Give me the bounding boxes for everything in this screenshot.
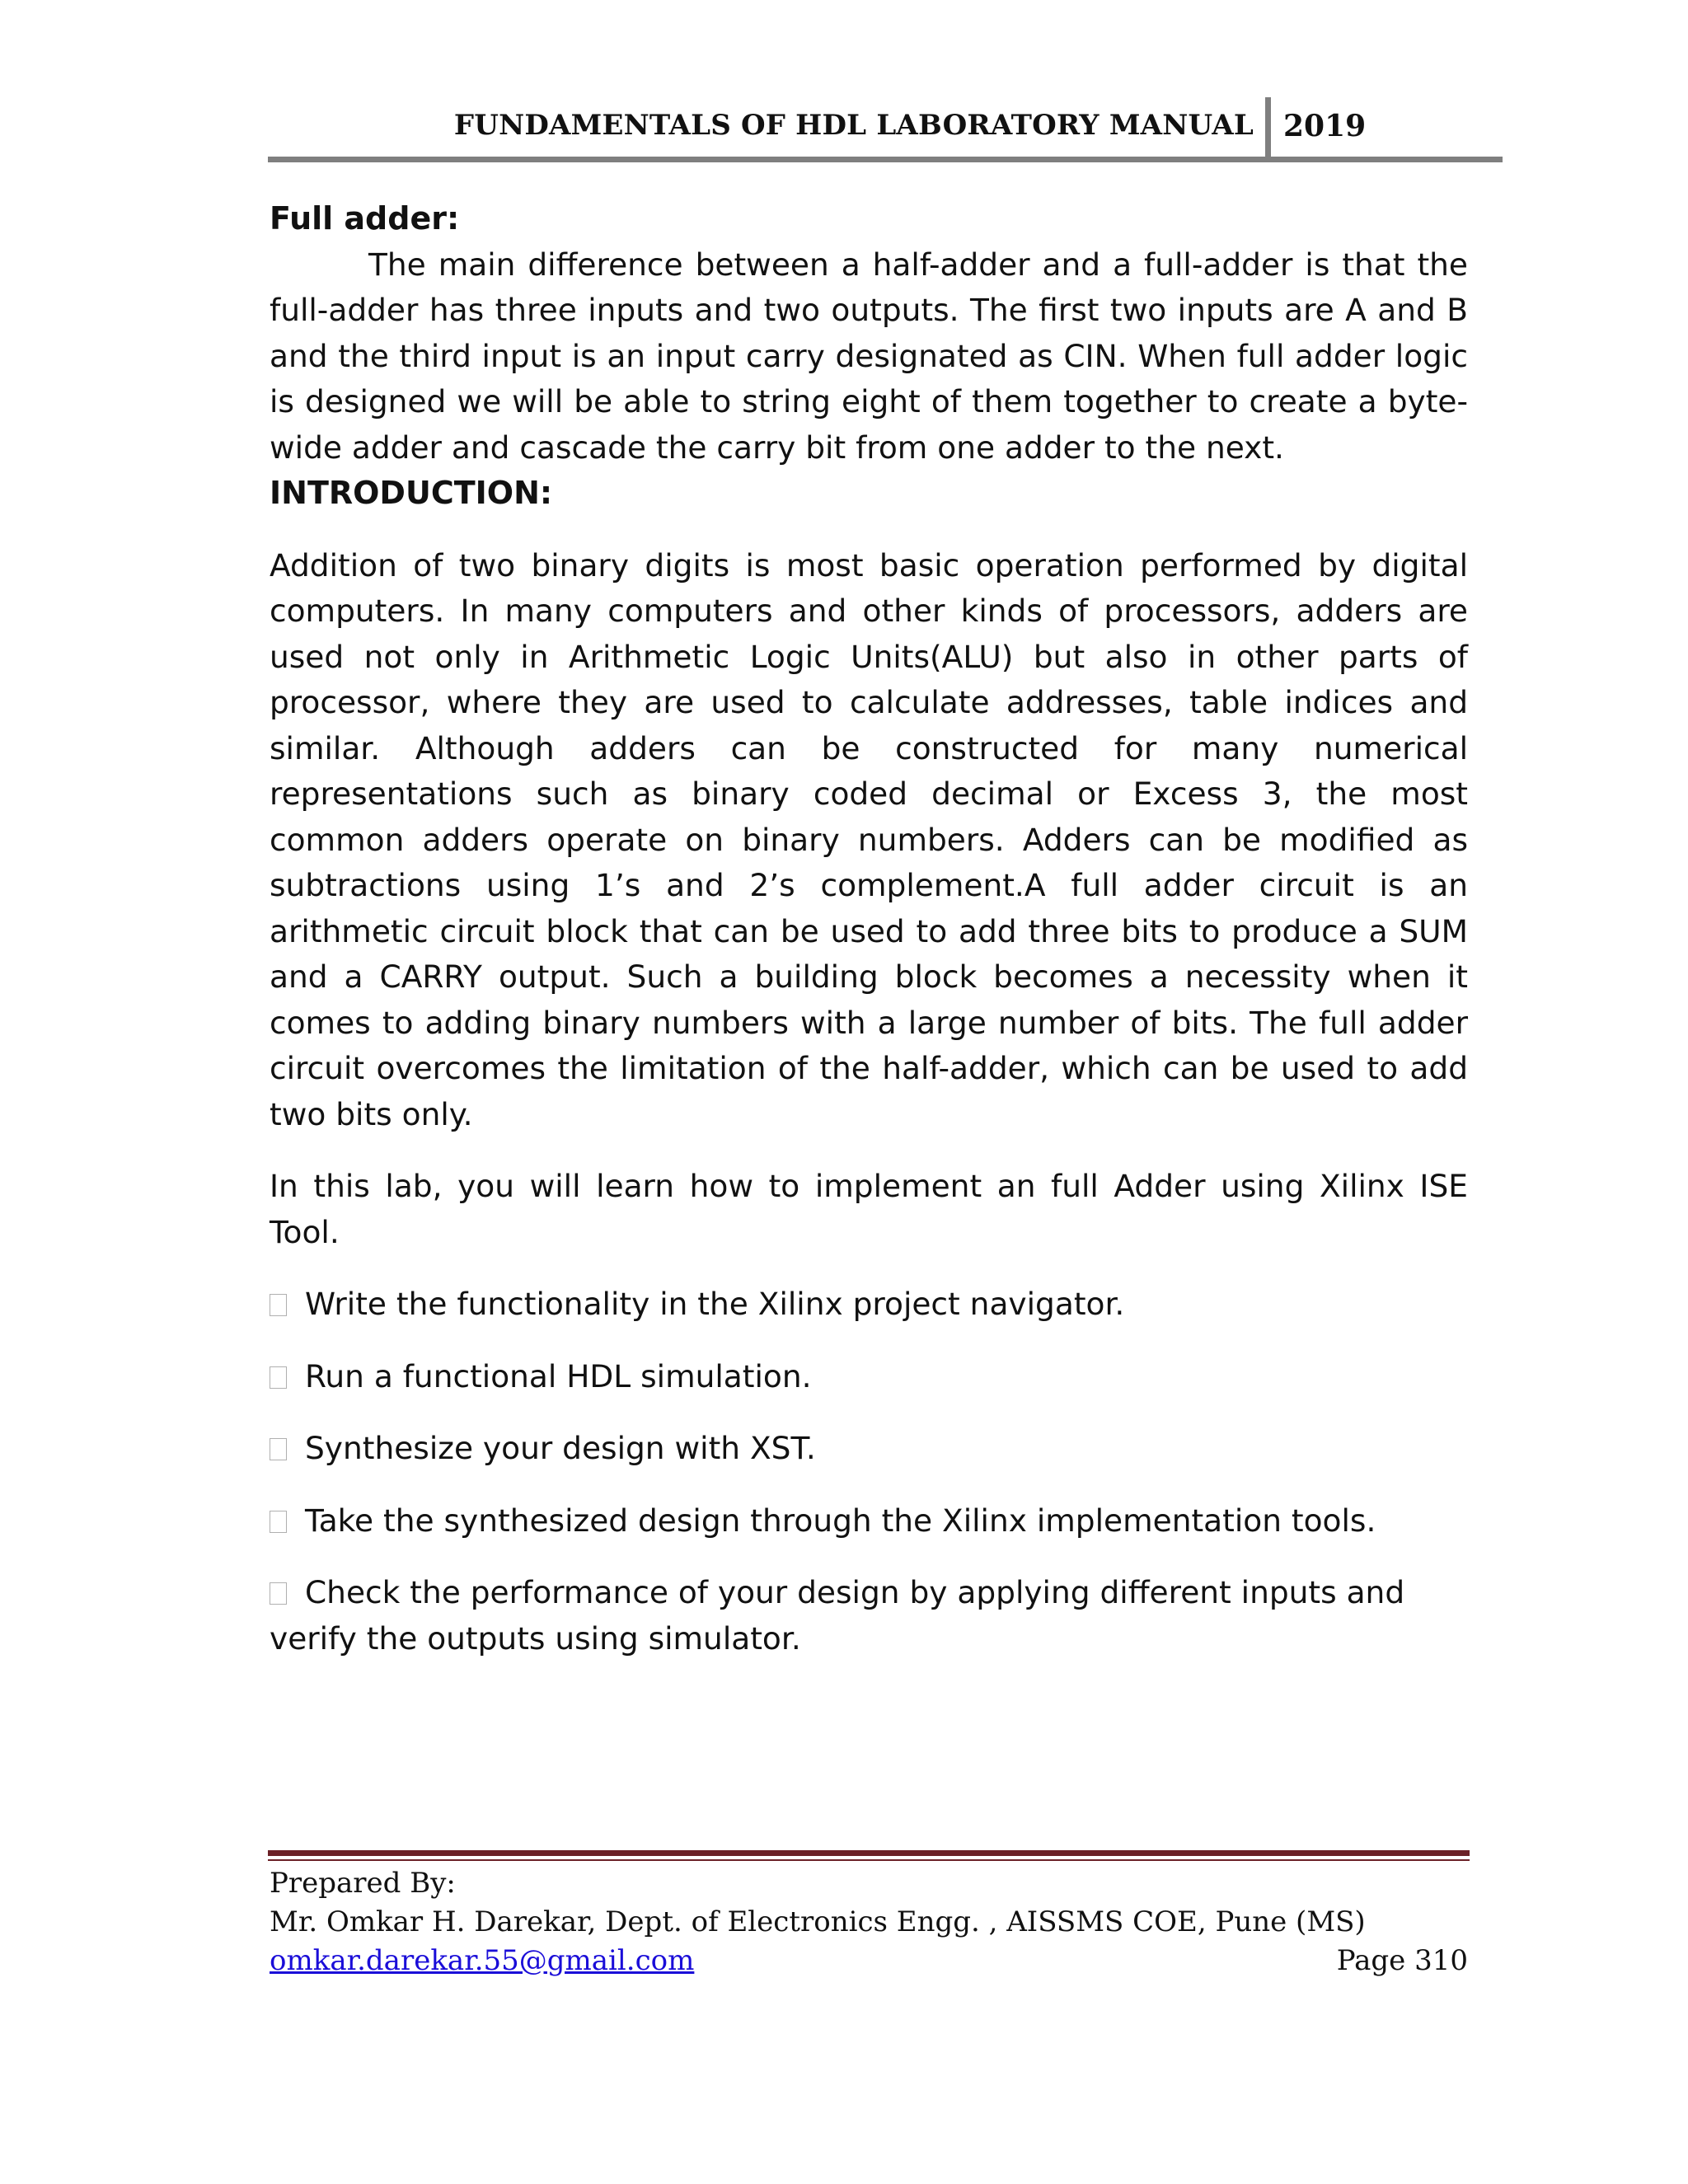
lab-overview-paragraph: In this lab, you will learn how to implement an full Adder using Xilinx ISE Tool. <box>270 1168 1468 1250</box>
introduction-heading: INTRODUCTION: <box>270 475 553 511</box>
page-header <box>268 97 1503 163</box>
header-separator <box>1265 97 1271 160</box>
bullet-text: Check the performance of your design by applying different inputs and verify the outputs using simulator. <box>270 1574 1405 1657</box>
page-content <box>270 196 1468 1661</box>
footer-rule <box>268 1850 1470 1856</box>
bullet-item <box>270 1426 1468 1472</box>
bullet-item <box>270 1570 1468 1661</box>
page-footer <box>270 1864 1468 1980</box>
bullet-item <box>270 1354 1468 1400</box>
contact-line <box>270 1942 1468 1980</box>
introduction-paragraph: Addition of two binary digits is most basic operation performed by digital computers. In many computers and other kinds of processors, adders are used not only in Arithmetic Logic Units(ALU) but also in other parts of processor, where they are used to calculate addresses, table indices and similar. Although adders can be constructed for many numerical representations such as binary coded decimal or Excess 3, the most common adders operate on binary numbers. Adders can be modified as subtractions using 1’s and 2’s complement.A full adder circuit is an arithmetic circuit block that can be used to add three bits to produce a SUM and a CARRY output. Such a building block becomes a necessity when it comes to adding binary numbers with a large number of bits. The full adder circuit overcomes the limitation of the half-adder, which can be used to add two bits only. <box>270 546 1468 1132</box>
bullet-item <box>270 1282 1468 1328</box>
bullet-text: Write the functionality in the Xilinx project navigator. <box>305 1286 1125 1322</box>
bullet-box-icon <box>270 1438 287 1460</box>
bullet-text: Synthesize your design with XST. <box>305 1430 816 1466</box>
prepared-by-label: Prepared By: <box>270 1867 456 1900</box>
bullet-text: Run a functional HDL simulation. <box>305 1357 812 1394</box>
full-adder-heading: Full adder: <box>270 200 460 237</box>
manual-year: 2019 <box>1283 109 1367 143</box>
bullet-box-icon <box>270 1366 287 1389</box>
bullet-box-icon <box>270 1294 287 1316</box>
header-rule <box>268 157 1503 162</box>
bullet-item <box>270 1498 1468 1544</box>
bullet-box-icon <box>270 1582 287 1605</box>
author-line: Mr. Omkar H. Darekar, Dept. of Electronics Engg. , AISSMS COE, Pune (MS) <box>270 1905 1366 1938</box>
bullet-text: Take the synthesized design through the Xilinx implementation tools. <box>305 1502 1376 1539</box>
manual-title: FUNDAMENTALS OF HDL LABORATORY MANUAL <box>453 109 1254 142</box>
full-adder-paragraph: The main difference between a half-adder and a full-adder is that the full-adder has three inputs and two outputs. The first two inputs are A and B and the third input is an input carry designated as CIN. When full adder logic is designed we will be able to string eight of them together to create a byte-wide adder and cascade the carry bit from one adder to the next. <box>270 246 1468 466</box>
page-number: Page 310 <box>1336 1944 1468 1977</box>
bullet-box-icon <box>270 1511 287 1533</box>
footer-rule-thin <box>268 1859 1470 1861</box>
author-email-link[interactable]: omkar.darekar.55@gmail.com <box>270 1944 695 1977</box>
